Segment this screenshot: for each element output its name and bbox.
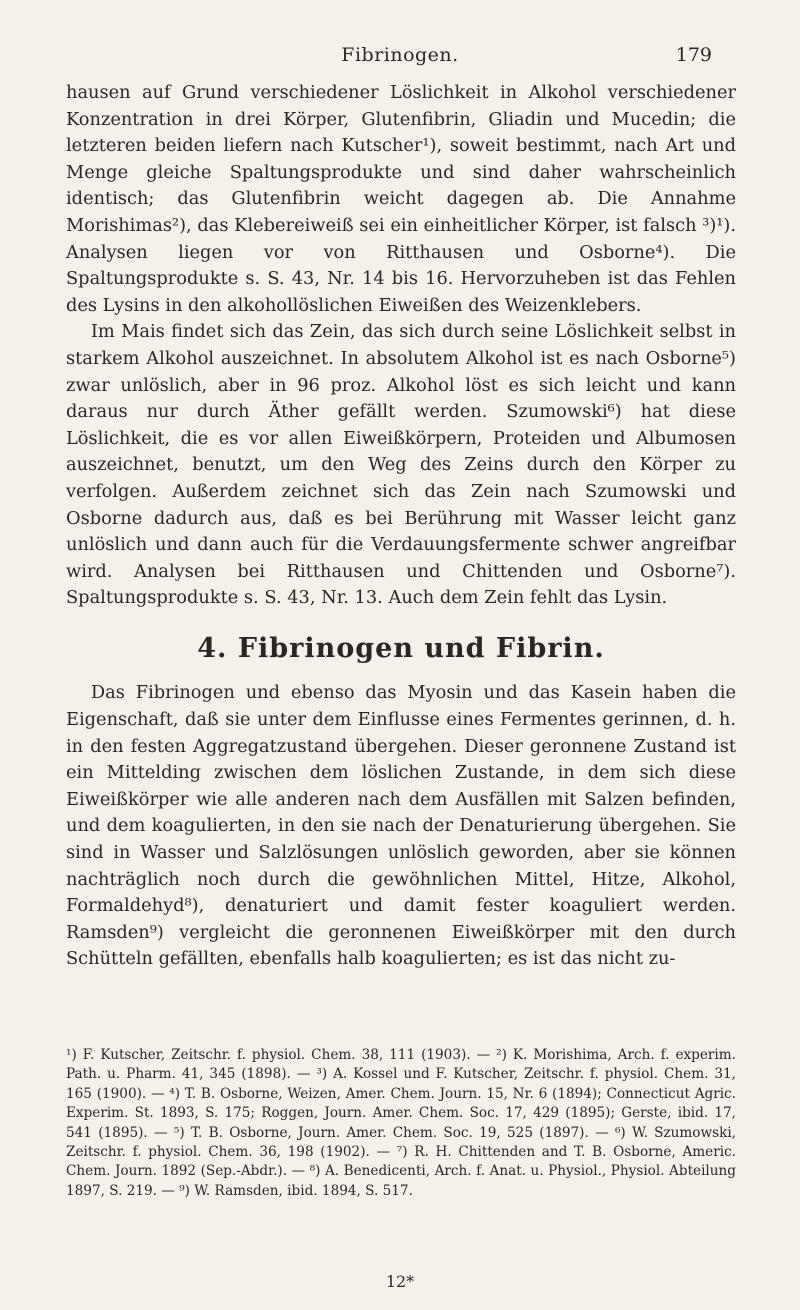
page-number: 179 xyxy=(675,44,712,66)
section-heading: 4. Fibrinogen und Fibrin. xyxy=(197,632,605,664)
paragraph-fibrinogen: Das Fibrinogen und ebenso das Myosin und das Kasein haben die Eigenschaft, daß sie unter dem Einflusse eines Fermentes gerinnen, d. h. in den festen Aggregatzustand übergehen. Dieser geronnene Zustand ist ein Mittelding zwischen dem löslichen Zustande, in dem sich diese Eiweißkörper wie alle anderen nach dem Ausfällen mit Salzen befinden, und dem koagulierten, in den sie nach der Denaturierung übergehen. Sie sind in Wasser und Salzlösungen unlöslich geworden, aber sie können nachträglich noch durch die gewöhnlichen Mittel, Hitze, Alkohol, Formaldehyd⁸), denaturiert und damit fester koaguliert werden. Ramsden⁹) vergleicht die geronnenen Eiweißkörper mit den durch Schütteln gefällten, ebenfalls halb koagulierten; es ist das nicht zu- xyxy=(66,682,736,970)
body-text xyxy=(66,80,736,973)
footnote-text: ¹) F. Kutscher, Zeitschr. f. physiol. Chem. 38, 111 (1903). — ²) K. Morishima, Arch. f. experim. Path. u. Pharm. 41, 345 (1898). — ³) A. Kossel und F. Kutscher, Zeitschr. f. physiol. Chem. 31, 165 (1900). — ⁴) T. B. Osborne, Weizen, Amer. Chem. Journ. 15, Nr. 6 (1894); Connecticut Agric. Experim. St. 1893, S. 175; Roggen, Journ. Amer. Chem. Soc. 17, 429 (1895); Gerste, ibid. 17, 541 (1895). — ⁵) T. B. Osborne, Journ. Amer. Chem. Soc. 19, 525 (1897). — ⁶) W. Szumowski, Zeitschr. f. physiol. Chem. 36, 198 (1902). — ⁷) R. H. Chittenden and T. B. Osborne, Americ. Chem. Journ. 1892 (Sep.-Abdr.). — ⁸) A. Benedicenti, Arch. f. Anat. u. Physiol., Physiol. Abteilung 1897, S. 219. — ⁹) W. Ramsden, ibid. 1894, S. 517. xyxy=(66,1047,736,1199)
footnotes xyxy=(66,1046,736,1201)
paragraph-continued: hausen auf Grund verschiedener Löslichkeit in Alkohol verschiedener Konzentration in drei Körper, Glutenfibrin, Gliadin und Mucedin; die letzteren beiden liefern nach Kutscher¹), soweit bestimmt, nach Art und Menge gleiche Spaltungsprodukte und sind daher wahrscheinlich identisch; das Glutenfibrin weicht dagegen ab. Die Annahme Morishimas²), das Klebereiweiß sei ein einheitlicher Körper, ist falsch ³)¹). Analysen liegen vor von Ritthausen und Osborne⁴). Die Spaltungsprodukte s. S. 43, Nr. 14 bis 16. Hervorzuheben ist das Fehlen des Lysins in den alkohollöslichen Eiweißen des Weizenklebers. xyxy=(66,82,736,316)
running-head xyxy=(0,44,800,74)
running-title: Fibrinogen. xyxy=(341,44,459,66)
sheet-signature: 12* xyxy=(385,1272,415,1291)
paragraph-zein: Im Mais findet sich das Zein, das sich durch seine Löslichkeit selbst in starkem Alkohol auszeichnet. In absolutem Alkohol ist es nach Osborne⁵) zwar unlöslich, aber in 96 proz. Alkohol löst es sich leicht und kann daraus nur durch Äther gefällt werden. Szumowski⁶) hat diese Löslichkeit, die es vor allen Eiweißkörpern, Proteiden und Albumosen auszeichnet, benutzt, um den Weg des Zeins durch den Körper zu verfolgen. Außerdem zeichnet sich das Zein nach Szumowski und Osborne dadurch aus, daß es bei Berührung mit Wasser leicht ganz unlöslich und dann auch für die Verdauungsfermente schwer angreifbar wird. Analysen bei Ritthausen und Chittenden und Osborne⁷). Spaltungsprodukte s. S. 43, Nr. 13. Auch dem Zein fehlt das Lysin. xyxy=(66,321,736,609)
